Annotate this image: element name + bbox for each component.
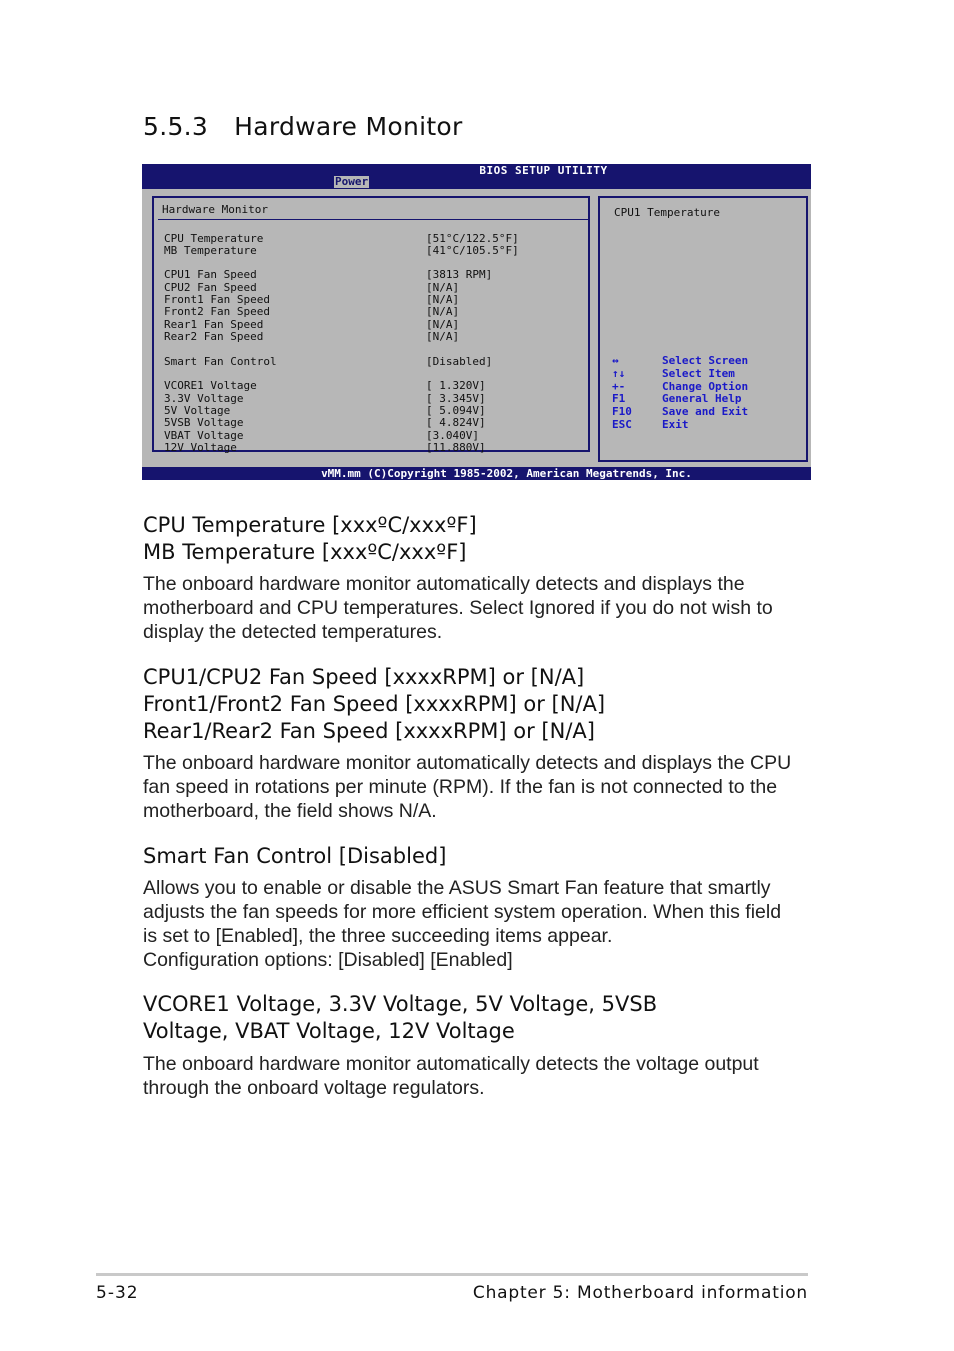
bios-row-value: [41°C/105.5°F] (426, 244, 519, 257)
body-line: through the onboard voltage regulators. (143, 1077, 485, 1099)
chapter-title: Chapter 5: Motherboard information (472, 1283, 808, 1303)
bios-help-pane (598, 196, 808, 462)
help-desc: Select Item (662, 367, 735, 380)
item-body-smart-fan (143, 876, 823, 972)
help-key: ESC (612, 418, 632, 431)
bios-row-label[interactable]: Front2 Fan Speed (164, 305, 270, 318)
heading-line: Rear1/Rear2 Fan Speed [xxxxRPM] or [N/A] (143, 719, 595, 743)
bios-row-value: [N/A] (426, 318, 460, 331)
bios-row-value: [N/A] (426, 330, 460, 343)
heading-line: CPU1/CPU2 Fan Speed [xxxxRPM] or [N/A] (143, 665, 585, 689)
bios-row-label[interactable]: VBAT Voltage (164, 429, 244, 442)
section-title-text: Hardware Monitor (234, 112, 463, 141)
bios-row-value: [11.880V] (426, 441, 486, 454)
bios-screenshot (142, 164, 811, 480)
help-key: F1 (612, 392, 626, 405)
bios-row-value: [ 1.320V] (426, 379, 486, 392)
bios-row-value: [3.040V] (426, 429, 479, 442)
bios-row-value: [ 3.345V] (426, 391, 486, 405)
item-heading-temperature (143, 512, 477, 566)
bios-row-label[interactable]: Smart Fan Control (164, 355, 277, 368)
page-number: 5-32 (96, 1283, 139, 1303)
bios-row-label[interactable]: 5VSB Voltage (164, 416, 244, 429)
body-line: display the detected temperatures. (143, 621, 443, 643)
bios-pane-divider (158, 219, 588, 220)
body-line: adjusts the fan speeds for more efficient system operation. When this field (143, 901, 782, 923)
heading-line: VCORE1 Voltage, 3.3V Voltage, 5V Voltage, 5VSB (143, 992, 658, 1016)
help-desc: Select Screen (662, 354, 749, 367)
bios-row-value[interactable]: [Disabled] (426, 355, 493, 368)
bios-row-value: [N/A] (426, 305, 460, 318)
bios-row-label[interactable]: VCORE1 Voltage (164, 379, 257, 392)
item-body-voltage (143, 1052, 823, 1100)
help-key: ↔ (612, 354, 619, 367)
bios-copyright: vMM.mm (C)Copyright 1985-2002, American Megatrends, Inc. (142, 467, 811, 480)
bios-help-header: CPU1 Temperature (614, 206, 720, 219)
body-line: is set to [Enabled], the three succeeding items appear. (143, 925, 613, 947)
bios-title: BIOS SETUP UTILITY (479, 164, 608, 177)
help-key: +- (612, 380, 626, 393)
help-key: F10 (612, 405, 632, 418)
bios-tab-power[interactable]: Power (335, 175, 369, 188)
help-desc: General Help (662, 392, 742, 405)
bios-row-value: [N/A] (426, 280, 460, 294)
footer-divider (96, 1273, 808, 1276)
bios-row-value: [51°C/122.5°F] (426, 232, 519, 245)
heading-line: MB Temperature [xxxºC/xxxºF] (143, 540, 467, 564)
body-line: motherboard, the field shows N/A. (143, 800, 437, 822)
body-line: fan speed in rotations per minute (RPM). If the fan is not connected to the (143, 776, 778, 798)
heading-line: Front1/Front2 Fan Speed [xxxxRPM] or [N/A] (143, 692, 606, 716)
body-line: The onboard hardware monitor automatically detects and displays the CPU (143, 752, 792, 774)
body-line: Configuration options: [Disabled] [Enabled] (143, 949, 513, 971)
bios-pane-header: Hardware Monitor (162, 203, 268, 216)
body-line: Allows you to enable or disable the ASUS Smart Fan feature that smartly (143, 877, 771, 899)
section-title (143, 112, 463, 141)
help-key: ↑↓ (612, 367, 626, 380)
bios-row-label[interactable]: 3.3V Voltage (164, 391, 244, 405)
bios-settings-pane (152, 196, 590, 452)
bios-row-value: [ 5.094V] (426, 404, 486, 417)
bios-row-label[interactable]: 12V Voltage (164, 441, 237, 454)
item-heading-voltage (143, 991, 657, 1045)
bios-row-label[interactable]: Rear2 Fan Speed (164, 330, 264, 343)
item-body-temperature (143, 572, 823, 644)
heading-line: Voltage, VBAT Voltage, 12V Voltage (143, 1019, 515, 1043)
body-line: The onboard hardware monitor automatically detects the voltage output (143, 1053, 759, 1075)
bios-row-value: [3813 RPM] (426, 268, 493, 281)
bios-row-value: [ 4.824V] (426, 416, 486, 429)
heading-line: CPU Temperature [xxxºC/xxxºF] (143, 513, 477, 537)
section-number: 5.5.3 (143, 112, 209, 141)
bios-row-label[interactable]: Rear1 Fan Speed (164, 318, 264, 331)
help-desc: Save and Exit (662, 405, 749, 418)
help-desc: Exit (662, 418, 689, 431)
bios-row-label[interactable]: CPU2 Fan Speed (164, 280, 257, 294)
item-heading-fan-speed (143, 664, 605, 745)
bios-row-label[interactable]: CPU1 Fan Speed (164, 268, 257, 281)
body-line: motherboard and CPU temperatures. Select Ignored if you do not wish to (143, 597, 773, 619)
bios-row-label[interactable]: 5V Voltage (164, 404, 231, 417)
bios-row-value: [N/A] (426, 293, 460, 306)
help-desc: Change Option (662, 380, 749, 393)
body-line: The onboard hardware monitor automatically detects and displays the (143, 573, 745, 595)
bios-row-label[interactable]: Front1 Fan Speed (164, 293, 270, 306)
item-body-fan-speed (143, 751, 823, 823)
bios-row-label[interactable]: MB Temperature (164, 244, 257, 257)
bios-title-bar (142, 164, 811, 189)
item-heading-smart-fan (143, 843, 446, 870)
heading-line: Smart Fan Control [Disabled] (143, 844, 447, 868)
bios-row-label[interactable]: CPU Temperature (164, 232, 264, 245)
